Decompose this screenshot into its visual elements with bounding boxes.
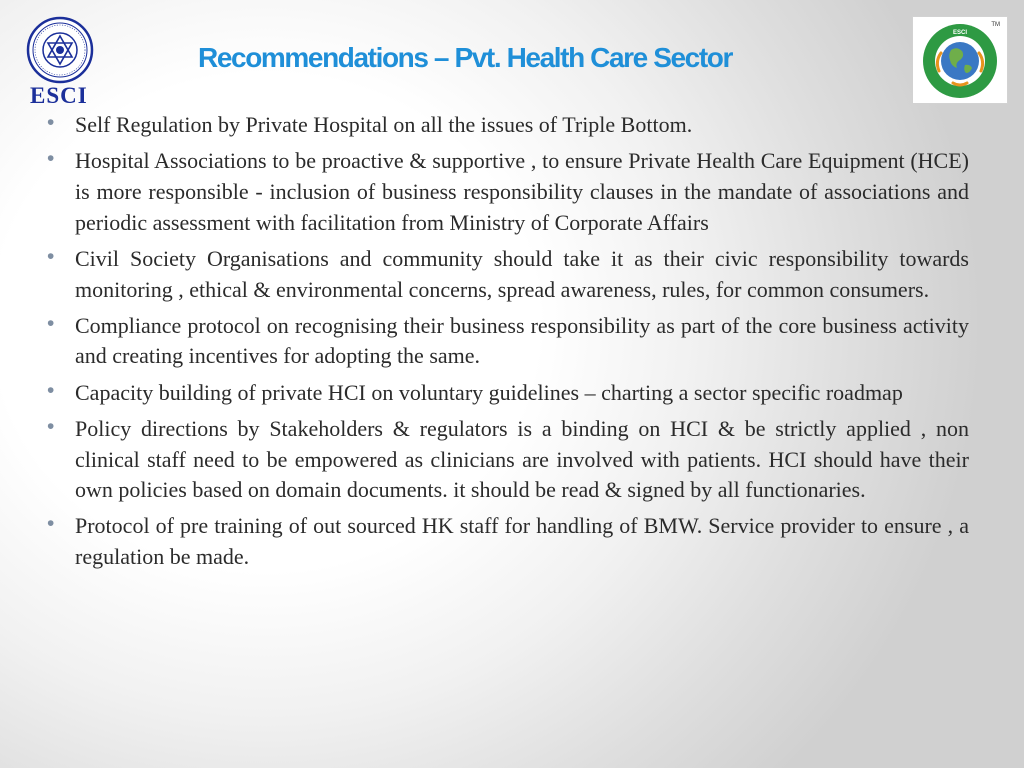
climate-globe-icon — [913, 17, 1007, 103]
trademark-label: TM — [991, 22, 1000, 28]
list-item — [45, 146, 969, 238]
bullet-icon: • — [47, 311, 55, 335]
list-item-text: Capacity building of private HCI on voluntary guidelines – charting a sector specific roadmap — [75, 379, 903, 405]
slide-title: Recommendations – Pvt. Health Care Sector — [198, 42, 732, 73]
esci-logo-text: ESCI — [30, 83, 88, 108]
list-item-text: Self Regulation by Private Hospital on all the issues of Triple Bottom. — [75, 112, 693, 137]
bullet-icon: • — [47, 147, 55, 171]
svg-text:ESCI: ESCI — [952, 30, 968, 36]
list-item-text: Compliance protocol on recognising their business responsibility as part of the core business activity and creating incentives for adopting the same. — [75, 312, 969, 369]
list-item-text: Protocol of pre training of out sourced HK staff for handling of BMW. Service provider to ensure , a regulation be made. — [75, 513, 969, 570]
bullet-icon: • — [47, 512, 55, 536]
bullet-icon: • — [47, 414, 55, 438]
list-item — [45, 414, 969, 506]
list-item — [45, 378, 969, 409]
recommendation-list — [45, 110, 969, 578]
bullet-icon: • — [47, 378, 55, 402]
list-item — [45, 311, 969, 372]
list-item — [45, 244, 969, 305]
list-item — [45, 511, 969, 572]
list-item-text: Civil Society Organisations and community should take it as their civic responsibility towards monitoring , ethical & environmental concerns, spread awareness, rules, for common consumers. — [75, 245, 969, 302]
list-item — [45, 110, 969, 141]
bullet-icon: • — [47, 111, 55, 134]
esci-climate-change-logo — [912, 16, 1008, 104]
list-item-text: Policy directions by Stakeholders & regulators is a binding on HCI & be strictly applied , non clinical staff need to be empowered as clinicians are involved with patients. HCI should have their own policies based on domain documents. it should be read & signed by all functionaries. — [75, 415, 969, 503]
bullet-icon: • — [47, 244, 55, 268]
list-item-text: Hospital Associations to be proactive & supportive , to ensure Private Health Care Equipment (HCE) is more responsible - inclusion of business responsibility clauses in the mandate of associations and periodic assessment with facilitation from Ministry of Corporate Affairs — [75, 148, 969, 235]
